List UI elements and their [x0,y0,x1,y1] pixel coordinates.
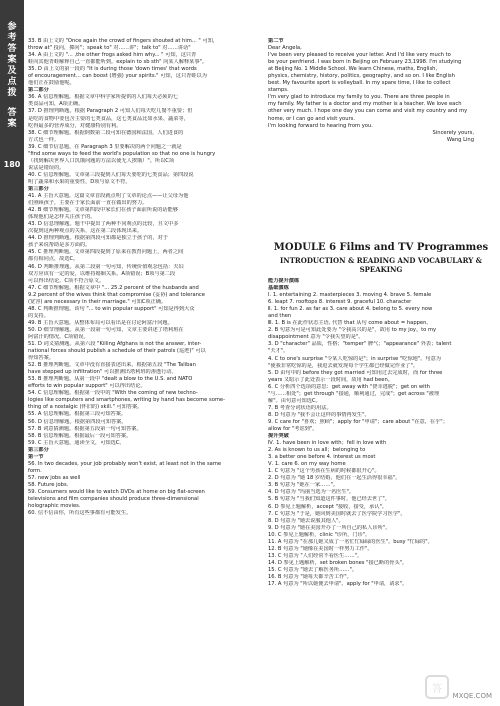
watermark-text: MXQE.COM [452,692,492,700]
answer-line: 7. B 考查分词状语的用法。 [268,404,332,411]
answer-line: 6. leapt 7. rooftops 8. interest 9. graceful 10. character [268,299,412,306]
answer-line: national forces should publish a schedule of their patrols (巡逻)" 可以 [28,348,206,355]
answer-line: 39. C 细节信息题。在 Paragraph 3 里要解决的两个问题之一就是 [28,143,182,150]
answer-line: 36. A 信息理解题。根据文章中科学家所提供的人们每天必须的七 [28,94,178,101]
answer-line: 53. B 推理判断题。从第一段中 "dealt a blow to the U.S. and NATO [28,376,193,383]
answer-line: 的支持。 [28,312,49,319]
answer-line: have stepped up infiltration" 可以推测出塔利班的渗透行动。 [28,369,177,376]
answer-line: 2. As is known to us all；belonging to [268,447,366,454]
answer-line: 60. 信不信由你，所有这些事都有可能发生。 [28,510,132,517]
answer-line: 第三部分 [28,185,49,192]
answer-line: 4. C to one's surprise "令某人吃惊的是"；in surprise "吃惊地"。句意为 [268,355,441,362]
answer-line: Ⅴ. 1. care 6. on my way home [268,461,346,468]
answer-line: 9.2 percent of the wives think that compromise (妥协) and tolerance [28,291,205,298]
module-heading [268,242,494,274]
answer-line: "使我非常吃惊的是，我进去就发现每个学生都已经做完作业了"。 [268,362,419,369]
answer-line: 15. C 句意为 "她去了解医务所……"。 [268,566,358,573]
letter-body [268,38,494,130]
letter-line: Dear Angela, [268,45,302,52]
answer-line: 第三部分 [28,446,49,453]
answer-line: disappointment 意为 "令我失望的是"。 [268,334,364,341]
letter-line: best. My favourite sport is volleyball. In my spare time, I like to collect [268,80,451,87]
module-answers [268,278,494,588]
answer-line: 46. D 判断推理题。从第二段第一句可知，传统价值观念包括：夫妇 [28,263,184,270]
answer-line: 第二部分 [28,87,49,94]
answer-line: 57. new jobs as well [28,474,81,481]
answer-line: 12. B 句意为 "她像在美国时一样努力工作"。 [268,545,373,552]
answer-line: 3. a better one before 4. interest us most [268,454,376,461]
letter-line: home, or I can go and visit yours. [268,115,355,122]
answer-line: 2. D 句意为 "她 18 岁结婚，他们在一起生活得很幸福"。 [268,475,401,482]
answer-line: 35. D 由上文的第一段的 "It is during those 'down times' that words [28,66,197,73]
left-column [28,38,260,517]
answer-line: "与……相处"；get through "接通，顺利通过，完成"；get across "被理 [268,390,440,397]
letter-line: at Beijing No. 1 Middle School. We learn Chinese, maths, English, [268,66,438,73]
answer-line: 33. B 由上文的 "Once again the crowd of fingers shouted at him... " 可知， [28,38,219,44]
answer-line: 38. C 细节理解题。根据倒数第二段可知在德国和法国，人们进食的 [28,129,184,136]
answer-line: of encouragement... can boost (增强) your spirits." 可知，这只青蛙以为 [28,73,207,80]
answer-line: 41. A 主旨大意题。这篇文章首段就点明了文章的论点——让父母为他 [28,193,189,200]
answer-line: Ⅰ. 1. entertaining 2. masterpieces 3. moving 4. brave 5. female [268,292,432,299]
letter-closing: Sincerely yours, [432,129,474,136]
answer-line: 49. B 主旨大意题。从整体布局可以看出是在讨论阿富汗问题。 [28,319,173,326]
answer-line: Ⅱ. 1. for fun 2. as far as 3. care about 4. belong to 5. every now [268,306,433,313]
answer-line: 都有相同点，故选C。 [28,256,79,263]
letter-line: stamps. [268,87,289,94]
answer-line: 55. A 信息理解题。根据第三段可知答案。 [28,411,127,418]
answer-line: 孩子来说帮助是多方面的。 [28,242,91,249]
answer-line: 44. D 推理判断题。根据第四段可知都是独立于孩子的，对于 [28,235,169,242]
answer-line: 次提到这两种观点的关系，这在第二段体现出来。 [28,228,143,235]
answer-line: 59. C 主旨大意题。通读全文，可知选C。 [28,439,125,446]
answer-line: 类食品可知，A项正确。 [28,101,84,108]
answer-line: 59. Consumers would like to watch DVDs at home on big flat-screen [28,489,205,495]
answer-line: 43. D 信息理解题。题干中提出了两种不同观点的比较，且文中多 [28,221,179,228]
answer-line: efforts to win popular support" 可以得出结论。 [28,383,146,390]
answer-line: 7. C 句意为 "于是，她回到美国时就去了医学院学习医学"。 [268,510,406,517]
answer-line: 得知答案。 [28,355,54,362]
module-title: MODULE 6 Films and TV Programmes [273,242,489,253]
answer-line: 58. B 信息理解题。根据最后一段可知答案。 [28,432,132,439]
right-column-letter [268,38,494,144]
answer-line: 51. D 词义猜测题。从第六段 "Killing Afghans is not the answer, inter- [28,341,202,348]
answer-line: 方式也一样。 [28,136,60,143]
answer-line: 能力提升演练 [268,278,300,284]
answer-line: 9. C care for "喜欢；照顾"；apply for "申请"；care about "在意，在乎"； [268,418,448,425]
side-title: 参考答案及点拨 [7,22,17,98]
answer-line: "find some ways to feed the world's population so that no one is hungry [28,150,216,157]
answer-line: 2. B 句意为可是可知此处要为 "令我高兴的是"，故用 to my joy。to my [268,327,437,334]
answer-line: 14. D 参见上题解析，set broken bones "接已断的骨头"。 [268,559,408,566]
answer-line: form. [28,467,42,474]
answer-line: 9. D 句意为 "她在美国开办了一所自己的私人诊所"。 [268,524,391,531]
answer-line: 1. C 句意为 "这个男孩在生病的时候都很开心"。 [268,468,380,475]
answer-line: 双方应该有一定的爱，以维持婚姻关系。A项错误；B项与第二段 [28,270,176,277]
answer-line: 是吃的食物中要包含主要的七类食品，这七类食品比如水果、蔬菜等， [28,115,189,122]
answer-line: 56. D 信息理解题。根据第四段可知答案。 [28,418,127,425]
answer-line: 6. D 参见上题解析，accept "接收，接受，承认"。 [268,503,388,510]
answer-line: 吃得最多的营养成分，对健康特别有利。 [28,122,122,129]
answer-line: （找到解决世界人口饥饿问题的方法以使无人挨饿）"。所以C项 [28,157,175,164]
answer-line: allow for "考虑到"。 [268,425,318,432]
answer-line: 17. A 句意为 "所以她便去申请"。apply for "申请，请求"。 [268,581,408,588]
answer-line: 说法是错误的。 [28,164,65,171]
answer-line: 体现他们是怎样关注孩子的。 [28,214,96,221]
answer-line: 阿富汗的情况。C项错误。 [28,333,89,340]
answer-line: 们照顾孩子，主要在于家长面前一直在做出的努力。 [28,200,148,207]
letter-line: be your penfriend. I was born in Beijing on February 23,1998. I'm studying [268,59,462,66]
letter-line: I'm looking forward to hearing from you. [268,122,373,129]
answer-line: throw at" 投向，掷向"；speak to" 对……讲"；talk to" 对……讲话" [28,45,191,52]
answer-line: 8. D 句意为 "我不会让这样的事情再发生"。 [268,411,370,418]
answer-line: 5. D 由句中的 before they got married 可知用过去完成时，而 for three [268,369,443,376]
page-number: 180 [3,160,21,169]
letter-line: my family. My father is a doctor and my mother is a teacher. We love each [268,101,462,108]
answer-line: "天才"。 [268,348,289,355]
answer-line: logies like computers and smartphones, writing by hand has become some- [28,397,225,404]
answer-line: 40. C 信息理解题。文章第三段提到人们每天要吃的七类食品；第四段说 [28,171,194,178]
answer-line: 4. D 句意为 "玛丽当选为一名医生"。 [268,489,355,496]
answer-line: 10. C 参见上题解析，clinic "诊所，门诊"。 [268,531,371,538]
answer-line: 6. C 分析四个选项的意思：get away with "侥幸逃脱"；get on with [268,383,430,390]
answer-line: 可以得出结论。C项不符合原文。 [28,277,105,284]
answer-line: 解"。由句意可知选C。 [268,397,321,404]
side-tab-bar [0,0,24,706]
answer-line: (宽容) are necessary in their marriage." 可知C项正确。 [28,298,167,305]
answer-line: thing of a nostalgic (怀旧的) skill." 可知答案。 [28,404,143,411]
answer-line: 47. C 细节理解题。根据文章中 "... 25.2 percent of the husbands and [28,284,199,291]
answer-line: 第一节 [28,453,44,460]
side-tab-label: 答案 [7,108,17,129]
letter-line: I've been very pleased to receive your letter. And I'd like very much to [268,52,451,59]
answer-line: 11. A 句意为 "在那儿她又成了一名忙忙碌碌的医生"。busy "忙碌的"。 [268,538,433,545]
answer-line: 48. C 判断推理题。该句 "... to win popular support" 可知是得到大众 [28,305,195,312]
answer-line: 56. In two decades, your job probably won't exist, at least not in the same [28,460,222,467]
svg-text:答: 答 [432,684,442,695]
answer-line: 37. D 推理判断题。根据 Paragraph 2 可知人们每天吃几餐不重要；但 [28,108,193,115]
answer-line: 52. B 推理判断题。文章中没有直接表述出来，根据第五段 "The Taliban [28,362,196,369]
answer-line: 8. D 句意为 "她去说服其他人"。 [268,517,344,524]
module-subtitle: INTRODUCTION & READING AND VOCABULARY & SPEAKING [280,256,482,274]
answer-line: 5. B 句意为 "当我们知道这件事时，他已经去世了"。 [268,496,390,503]
answer-line: Ⅳ. 1. have been in love with；fell in love with [268,440,387,447]
answer-line: 3. B 句意为 "她在一家……"。 [268,482,339,489]
answer-line: 57. B 词意猜测题。根据第五段第一句可知答案。 [28,425,142,432]
answer-line: years 又暗示了此处表示一段时间，故用 had been。 [268,376,393,383]
answer-line: 50. D 细节理解题。从第一段第一句可知，文章主要讲述了塔利班在 [28,326,184,333]
letter-line: other very much. I hope one day you can come and visit my country and my [268,108,468,115]
answer-line: 3. D "character" 品质，性格；"temper" 脾气；"appearance" 外表；talent [268,341,452,348]
answer-line: 42. B 细节理解题。文章第四段中家长们在孩子面前所说的话能够 [28,207,178,214]
answer-line: 明了蔬菜和水果的重要性，D项与原文不符。 [28,178,131,185]
answer-line: 54. C 信息理解题。根据第一段中的 "With the coming of new techno- [28,390,198,397]
answer-line: 16. B 句意为 "她每天都辛苦工作"。 [268,573,352,580]
answer-line: and then [268,313,292,320]
answer-line: televisions and film companies should produce three-dimensional [28,496,199,503]
letter-line: 第二节 [268,38,284,44]
answer-line: 基础演练 [268,285,289,292]
letter-line: physics, chemistry, history, politics, geography, and so on. I like English [268,73,455,80]
answer-line: 13. C 句意为 "人们经常不看医生……"。 [268,552,363,559]
answer-line: Ⅲ. 1. B is 在此作状态主语, 代替 that 从句 come about = happen。 [268,320,432,327]
answer-line: 他们正在鼓励他呢。 [28,80,75,87]
answer-line: 58. Future jobs. [28,481,69,488]
answer-line: 蛙向其他青蛙解释自己一直都能听到。explain to sb sth" 向某人解释某事"。 [28,59,208,66]
letter-signature: Wang Ling [446,136,474,143]
answer-line: 提升突破 [268,433,289,440]
answer-line: holographic movies. [28,503,81,510]
answer-line: 34. A 由上文的 "... ,the other frogs asked him why... " 可知，这只青 [28,52,197,59]
letter-line: I'm very glad to introduce my family to you. There are three people in [268,94,450,101]
answer-line: 45. C 推理判断题。文章第四段提到了原来在教育问题上，两者之间 [28,249,184,256]
